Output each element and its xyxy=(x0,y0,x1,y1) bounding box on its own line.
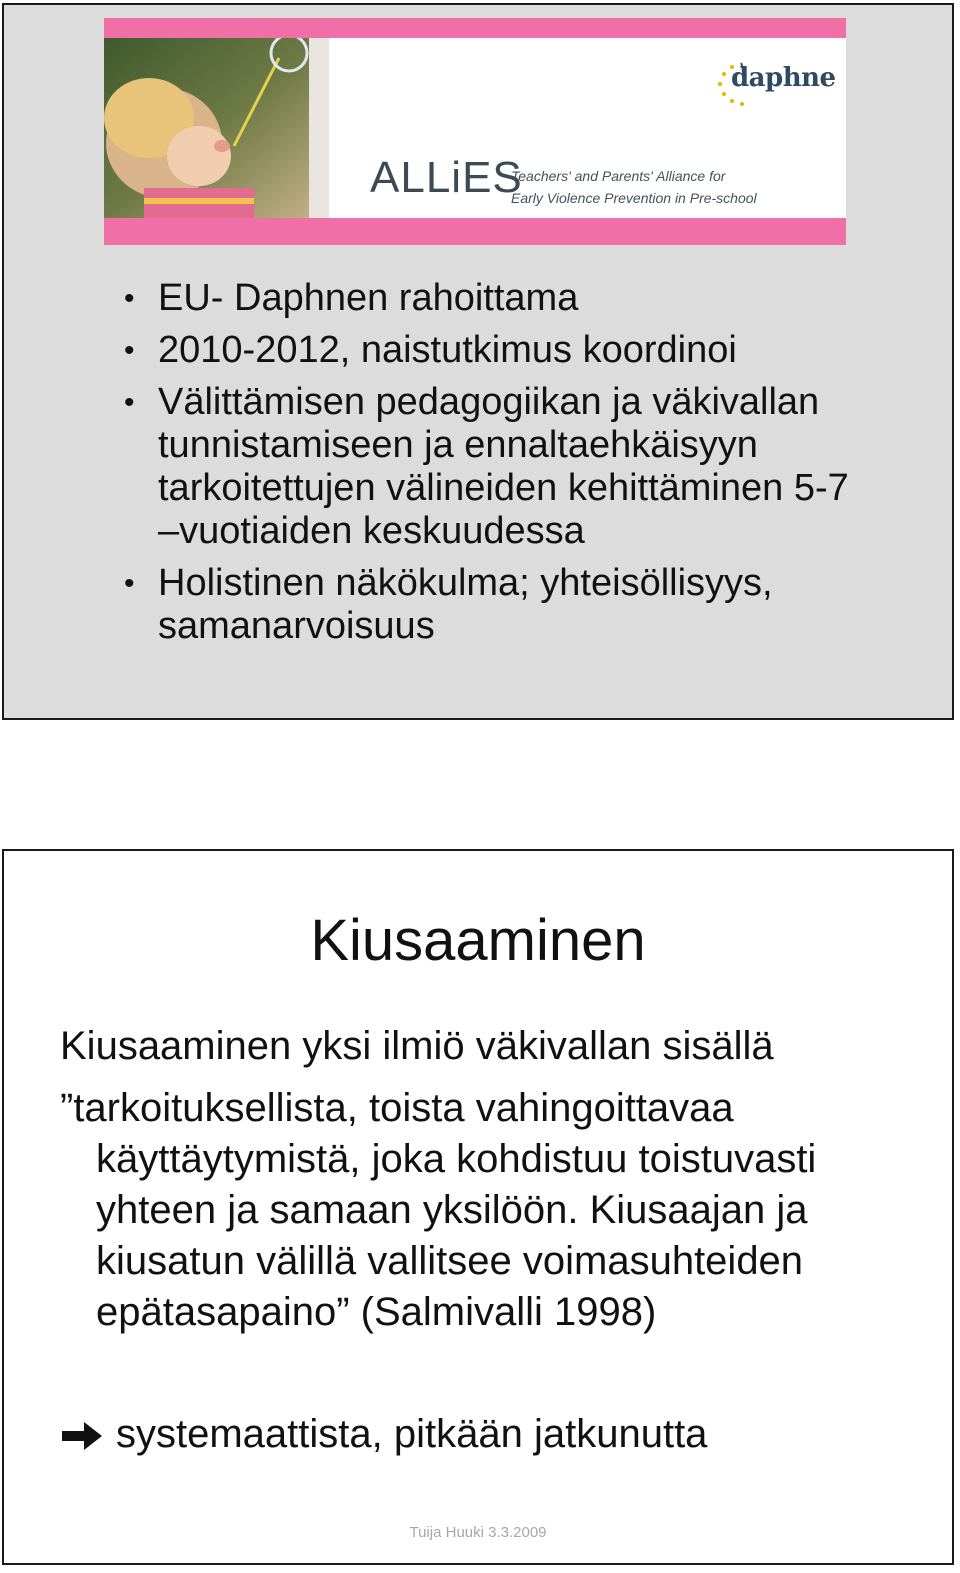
slide-title: Kiusaaminen xyxy=(310,908,646,973)
slide-kiusaaminen xyxy=(2,849,954,1565)
allies-bullet-list xyxy=(124,277,924,657)
bullet-item xyxy=(124,381,924,553)
allies-banner xyxy=(104,18,846,245)
allies-subtitle-line: Early Violence Prevention in Pre-school xyxy=(511,190,757,206)
arrow-point-text: systemaattista, pitkään jatkunutta xyxy=(116,1412,708,1456)
bullet-text: EU- Daphnen rahoittama xyxy=(158,277,579,319)
quote-continuation: käyttäytymistä, joka kohdistuu toistuvasti yhteen ja samaan yksilöön. Kiusaajan ja kiusatun välillä vallitsee voimasuhteiden epätasapaino” (Salmivalli 1998) xyxy=(96,1137,817,1334)
quote-first-line: ”tarkoituksellista, toista vahingoittavaa xyxy=(60,1086,734,1130)
banner-content xyxy=(104,38,846,218)
bullet-text: Holistinen näkökulma; yhteisöllisyys, samanarvoisuus xyxy=(158,562,773,647)
bullet-item xyxy=(124,277,924,320)
daphne-logo-text: daphne xyxy=(731,63,836,93)
arrow-point xyxy=(60,1411,707,1457)
bullet-item xyxy=(124,562,924,648)
child-blowing-bubble-photo xyxy=(104,38,329,218)
bullet-text: 2010-2012, naistutkimus koordinoi xyxy=(158,329,737,371)
bullet-text: Välittämisen pedagogiikan ja väkivallan tunnistamiseen ja ennaltaehkäisyyn tarkoitettujen välineiden kehittäminen 5-7 –vuotiaiden keskuudessa xyxy=(158,381,849,552)
bullet-item xyxy=(124,329,924,372)
allies-subtitle xyxy=(511,165,757,209)
slide-footer: Tuija Huuki 3.3.2009 xyxy=(409,1524,547,1541)
allies-subtitle-line: Teachers' and Parents' Alliance for xyxy=(511,168,726,184)
definition-quote xyxy=(60,1083,900,1338)
intro-line: Kiusaaminen yksi ilmiö väkivallan sisällä xyxy=(60,1024,774,1068)
allies-logo-title: ALLiES xyxy=(370,153,523,202)
slide-allies xyxy=(2,3,954,720)
arrow-right-icon xyxy=(60,1418,104,1454)
